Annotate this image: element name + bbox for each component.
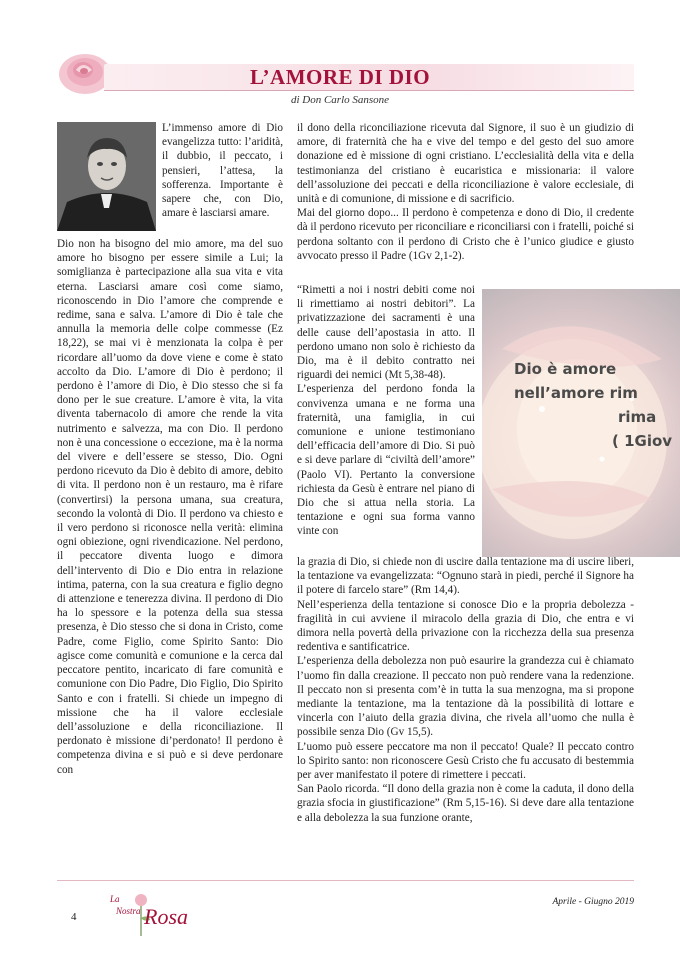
- issue-date: Aprile - Giugno 2019: [552, 897, 634, 907]
- author-byline: di Don Carlo Sansone: [290, 94, 390, 106]
- logo-word-rosa: Rosa: [144, 904, 188, 929]
- body-paragraph: L’uomo può essere peccatore ma non il peccato! Quale? Il peccato contro lo Spirito santo: non riconoscere Gesù Cristo che fu accusato di bestemmia per aver manifestato il potere di rimettere i peccati.: [297, 740, 634, 782]
- column-right-top: [297, 121, 634, 263]
- intro-paragraph: [162, 121, 283, 220]
- image-quote-text: Dio è amore nell’amore rim rima ( 1Giov: [514, 360, 673, 450]
- body-paragraph: Mai del giorno dopo... Il perdono è competenza e dono di Dio, il credente dà il perdono ricevuto per riconciliare e riconciliarsi con i fratelli, poiché si perdona soltanto con il perdono di Cristo che è l’unico giudice e giusto avvocato presso il Padre (1Gv 2,1-2).: [297, 207, 634, 262]
- body-paragraph: Dio non ha bisogno del mio amore, ma del suo amore ho bisogno per essere simile a Lui; la somiglianza è partecipazione alla sua vita e vita eterna. Lasciarsi amare così come siamo, riconoscendo in Dio l’amore che comprende e redime, sana e salva. L’amore di Dio è tale che annulla la memoria delle colpe commesse (Ez 18,22), se mai vi è menzionata la colpa è per ricordare all’uomo da dove viene e come è stato accolto da Dio. L’amore di Dio è perdono; il perdono è l’amore di Dio, è Dio stesso che si fa dono per le sue creature. L’amore è vita, la vita diventa tabernacolo di amore che rende la vita nutrimento e salvezza, ma con Dio. Il perdono non è una concessione o eccezione, ma è la norma del vivere e dell’essere se stesso, Dio. Ogni perdono ricevuto da Dio è debito di amore, debito di vita. Il perdono non è un restauro, ma è rifare (convertirsi) la persona umana, sua creatura, secondo la volontà di Dio. Il perdono va chiesto e il vero perdono si riconosce nella verità: elimina ogni obiezione, ogni rivendicazione. Nel perdono, il peccatore diventa luogo e dimora dell’intervento di Dio e Dio entra in relazione intima, paterna, con la sua creatura e figlio degno di attenzione e tenerezza divina. Il perdono di Dio ha lo spessore e la potenza della sua stessa presenza, è Dio stesso che si dona in Cristo, come Padre, come Figlio, come Spirito Santo: Dio agisce come comunità e comunione e la cerca dal peccatore pentito, incaricato di fare comunità e comunione con Dio Padre, Dio Figlio, Dio Spirito Santo e con i fratelli. Si chiede un impegno di missione che ha il valore ecclesiale dell’assoluzione e della riconciliazione. Il perdonato è missione di’perdonato! Il perdono è competenza divina e si può e si deve perdonare con: [57, 238, 283, 776]
- header-rule: [104, 90, 634, 91]
- page-number: 4: [71, 911, 77, 923]
- logo-word-la: La: [110, 894, 120, 904]
- body-paragraph: L’esperienza della debolezza non può esaurire la grandezza cui è chiamato l’uomo fin dalla creazione. Il peccato non può rendere vana la redenzione. Il peccato non si presenta com’è in tutta la sua menzogna, ma si propone mediante la tentazione, ma la tentazione dà la possibilità di lottare e vincerla con l’aiuto della grazia divina, che rivela all’uomo che nulla è possibile senza Dio (Gv 15,5).: [297, 655, 634, 739]
- rose-quote-image: [482, 289, 680, 557]
- author-portrait-photo: [57, 122, 156, 231]
- intro-text: L’immenso amore di Dio evangelizza tutto: l’aridità, il dubbio, il peccato, i pensieri, l’attesa, la sofferenza. Importante è sapere che, con Dio, amare è lasciarsi amare.: [162, 122, 283, 220]
- page-title: L’AMORE DI DIO: [249, 65, 431, 89]
- footer-rule: [57, 880, 634, 881]
- column-right-bottom: [297, 555, 634, 825]
- column-right-narrow: [297, 283, 475, 539]
- body-paragraph: la grazia di Dio, si chiede non di uscire dalla tentazione ma di uscire liberi, la tentazione va evangelizzata: “Ognuno starà in piedi, perché il Signore ha il potere di farcelo stare” (Rm 14,4).: [297, 556, 634, 597]
- body-paragraph: L’esperienza del perdono fonda la convivenza umana e ne forma una fraternità, una famiglia, in cui comunione e unione testimoniano dell’efficacia dell’amore di Dio. Si può e si deve parlare di “civiltà dell’amore” (Paolo VI). Pertanto la conversione richiesta da Gesù è entrare nel piano di Dio che si attua nella storia. La tentazione e ogni sua forma vanno vinte con: [297, 383, 475, 538]
- column-left: [57, 237, 283, 777]
- body-paragraph: “Rimetti a noi i nostri debiti come noi li rimettiamo ai nostri debitori”. La privatizzazione dei sacramenti è una delle cause dell’apostasia in atto. Il perdono umano non solo è richiesto da Dio, ma è il debito contratto nei riguardi dei nemici (Mt 5,38-48).: [297, 284, 475, 382]
- body-paragraph: il dono della riconciliazione ricevuta dal Signore, il suo è un giudizio di amore, di fraternità che ha e vive del tempo e del gesto del suo amore donazione ed è missione di ogni cristiano. L’ecclesialità della vita e della testimonianza del cristiano è eucaristica e missionaria: il valore dell’assoluzione dei peccati e della riconciliazione è valore ecclesiale, di unità e di comunione, di missione e di sacrificio.: [297, 122, 634, 206]
- logo-word-nostra: Nostra: [116, 906, 141, 916]
- magazine-logo: [96, 892, 211, 936]
- body-paragraph: Nell’esperienza della tentazione si conosce Dio e la propria debolezza - fragilità in cui avviene il miracolo della grazia di Dio, che entra e vi dimora nella povertà della privazione con la ricchezza della sua presenza redentiva e santificatrice.: [297, 598, 634, 654]
- body-paragraph: San Paolo ricorda. “Il dono della grazia non è come la caduta, il dono della grazia sfocia in giustificazione” (Rm 5,15-16). Si deve dare alla tentazione e alla debolezza la sua funzione orante,: [297, 783, 634, 824]
